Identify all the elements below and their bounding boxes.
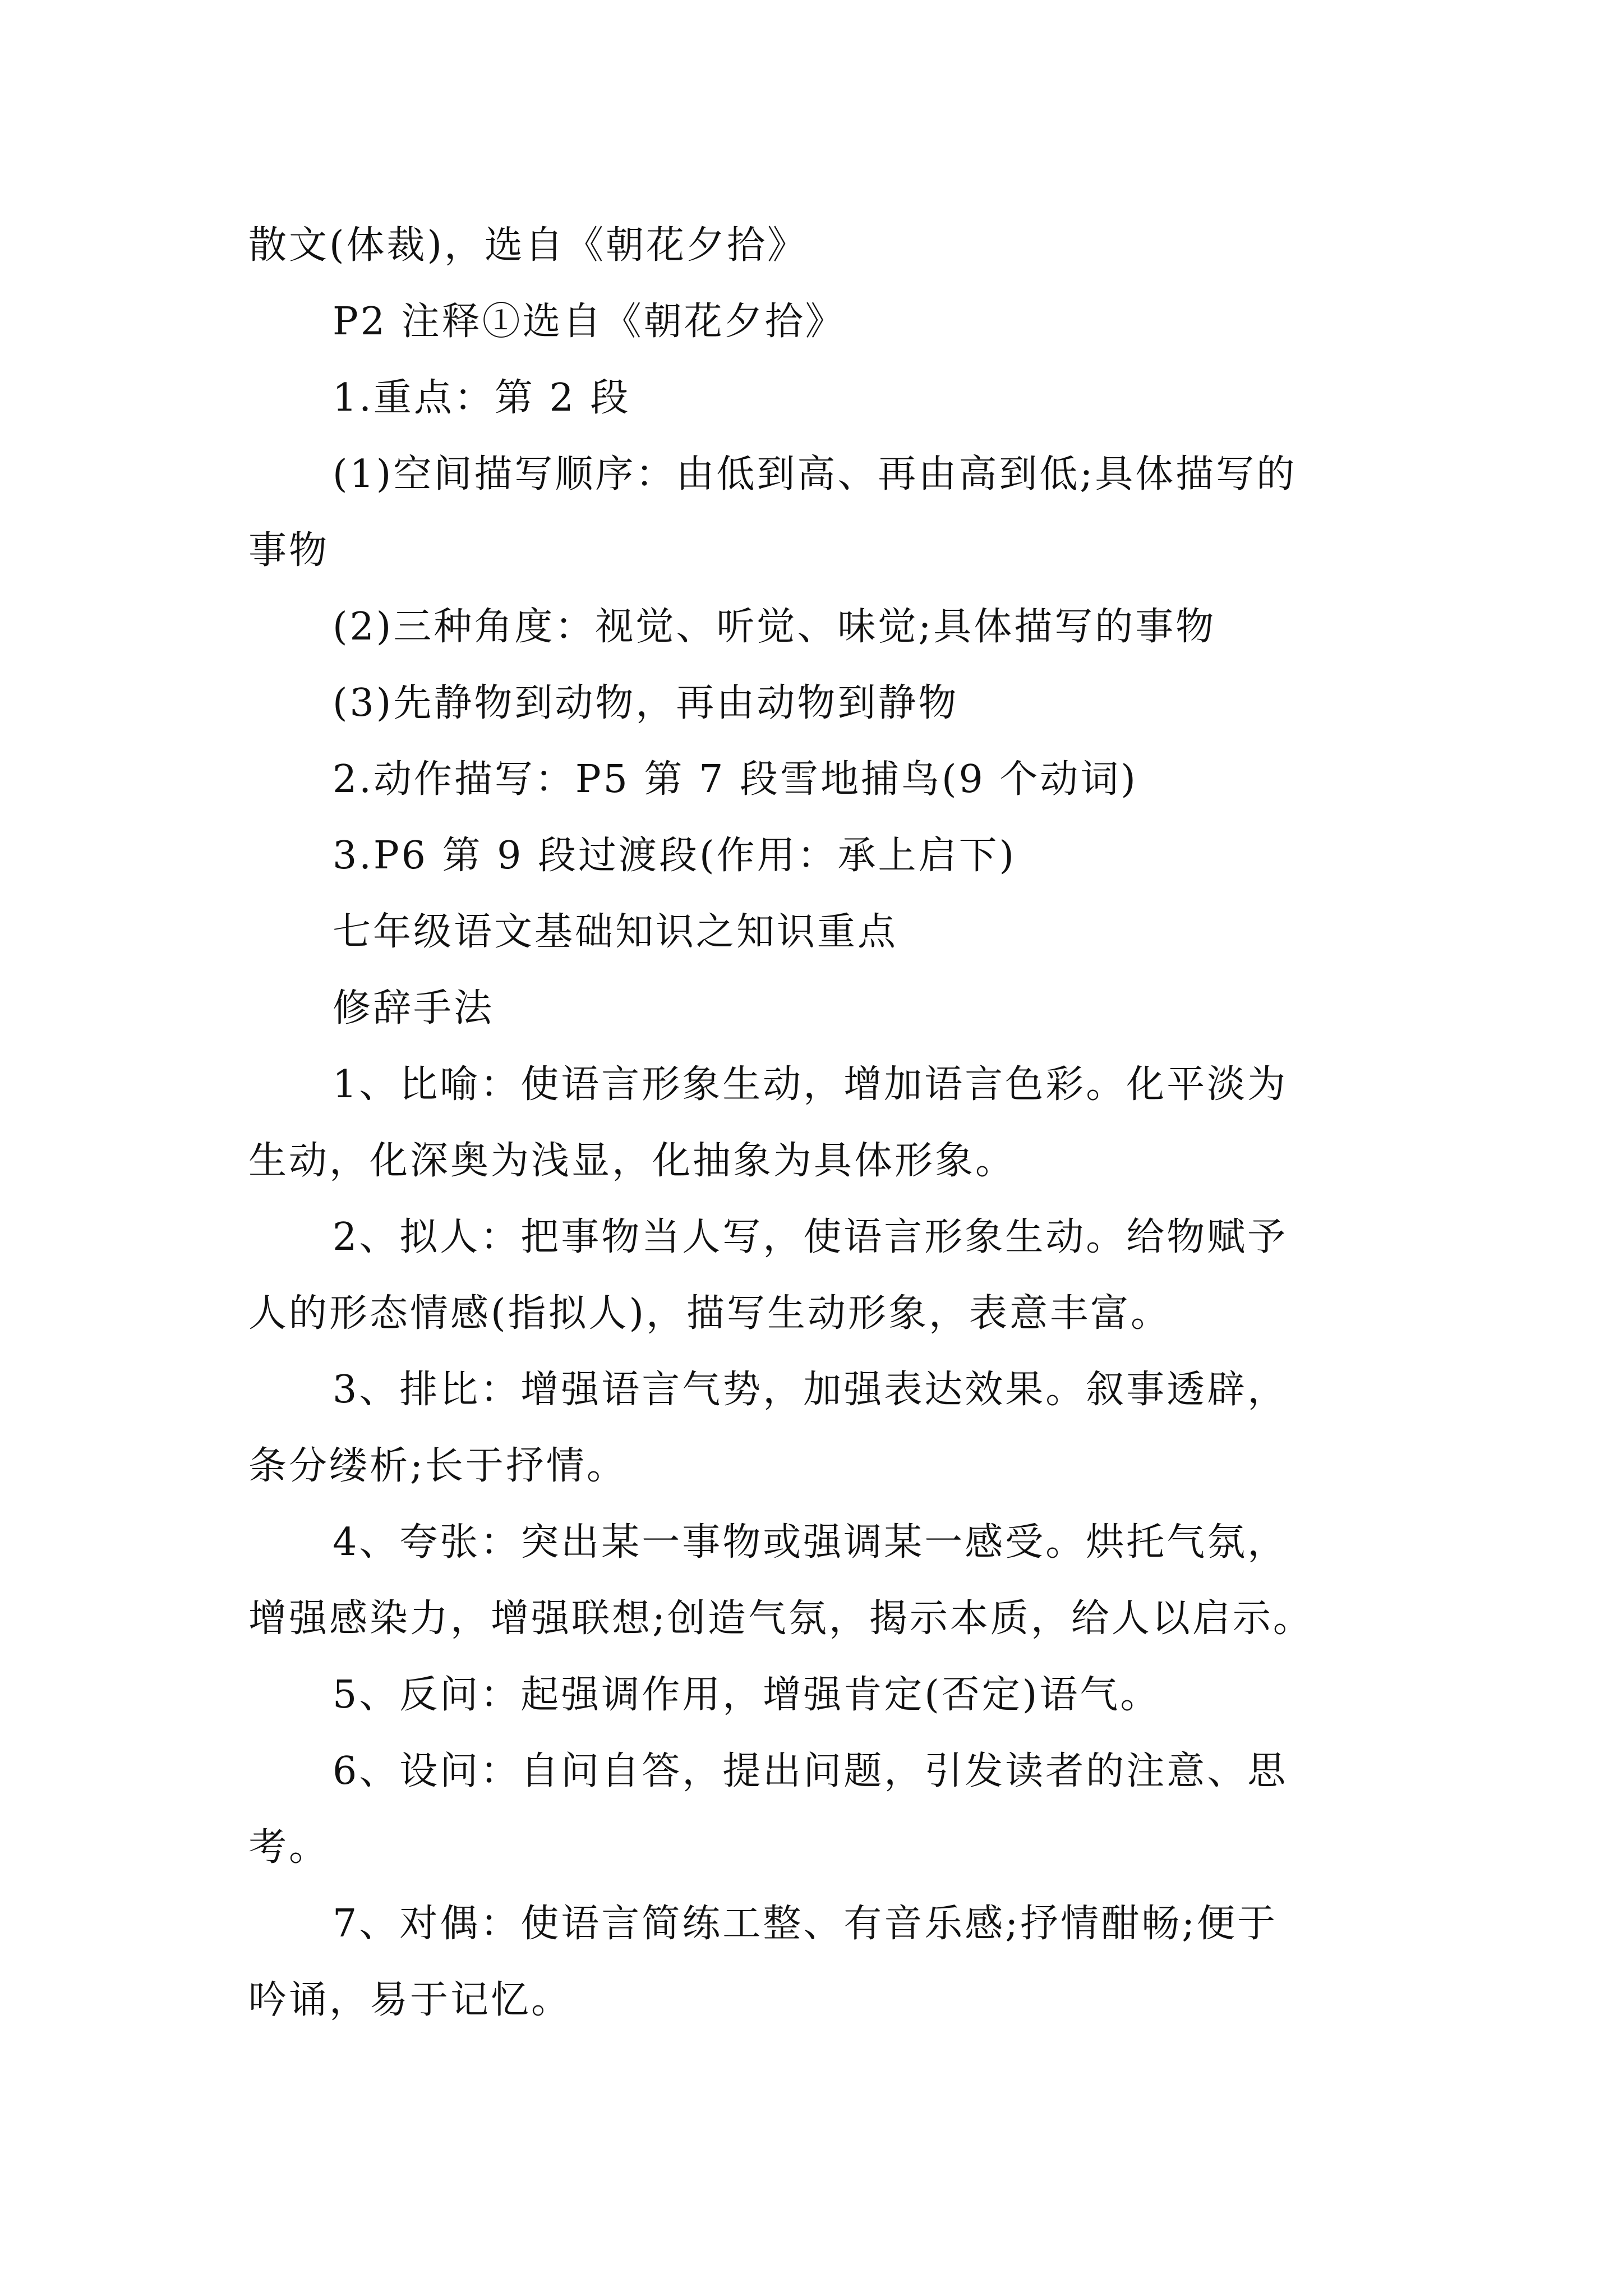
paragraph-hyperbole	[248, 1504, 1387, 1657]
paragraph-key-paragraph	[248, 360, 1387, 436]
paragraph-transition	[248, 818, 1387, 894]
text-line: 7、对偶：使语言简练工整、有音乐感;抒情酣畅;便于	[333, 1902, 1278, 1946]
section-heading	[248, 894, 1387, 970]
paragraph-antithesis	[248, 1886, 1387, 2039]
paragraph-still-to-moving	[248, 665, 1387, 742]
text-line: 5、反问：起强调作用，增强肯定(否定)语气。	[333, 1673, 1161, 1717]
text-line: 增强感染力，增强联想;创造气氛，揭示本质，给人以启示。	[248, 1596, 1313, 1641]
paragraph-parallelism	[248, 1352, 1387, 1504]
text-line: 1、比喻：使语言形象生动，增加语言色彩。化平淡为	[333, 1062, 1288, 1107]
text-line: 3.P6 第 9 段过渡段(作用：承上启下)	[333, 834, 1017, 878]
paragraph-three-angles	[248, 589, 1387, 665]
paragraph-genre-source	[248, 208, 1387, 284]
text-line: (3)先静物到动物，再由动物到静物	[333, 681, 959, 725]
text-line: (2)三种角度：视觉、听觉、味觉;具体描写的事物	[333, 605, 1216, 649]
paragraph-hypophora	[248, 1733, 1387, 1886]
text-line: 3、排比：增强语言气势，加强表达效果。叙事透辟，	[333, 1368, 1288, 1412]
paragraph-rhetorical-question	[248, 1657, 1387, 1733]
text-line: 修辞手法	[333, 986, 495, 1030]
text-line: 生动，化深奥为浅显，化抽象为具体形象。	[248, 1139, 1016, 1183]
text-line: 2、拟人：把事物当人写，使语言形象生动。给物赋予	[333, 1215, 1288, 1259]
text-line: 散文(体裁)，选自《朝花夕拾》	[248, 223, 808, 268]
text-line: 2.动作描写：P5 第 7 段雪地捕鸟(9 个动词)	[333, 757, 1138, 802]
text-line: 6、设问：自问自答，提出问题，引发读者的注意、思	[333, 1749, 1288, 1793]
paragraph-space-order	[248, 436, 1387, 589]
text-line: 1.重点：第 2 段	[333, 376, 631, 420]
rhetoric-heading	[248, 970, 1387, 1047]
paragraph-note-p2	[248, 284, 1387, 360]
text-line: 人的形态情感(指拟人)，描写生动形象，表意丰富。	[248, 1291, 1172, 1336]
text-line: 条分缕析;长于抒情。	[248, 1444, 627, 1488]
text-line: P2 注释①选自《朝花夕拾》	[333, 300, 846, 344]
paragraph-action-description	[248, 742, 1387, 818]
text-line: (1)空间描写顺序：由低到高、再由高到低;具体描写的	[333, 452, 1297, 496]
text-line: 考。	[248, 1825, 330, 1870]
paragraph-personification	[248, 1199, 1387, 1352]
paragraph-metaphor	[248, 1047, 1387, 1199]
text-line: 七年级语文基础知识之知识重点	[333, 910, 898, 954]
text-line: 4、夸张：突出某一事物或强调某一感受。烘托气氛，	[333, 1520, 1288, 1565]
text-line: 事物	[248, 528, 330, 573]
text-line: 吟诵，易于记忆。	[248, 1978, 572, 2022]
